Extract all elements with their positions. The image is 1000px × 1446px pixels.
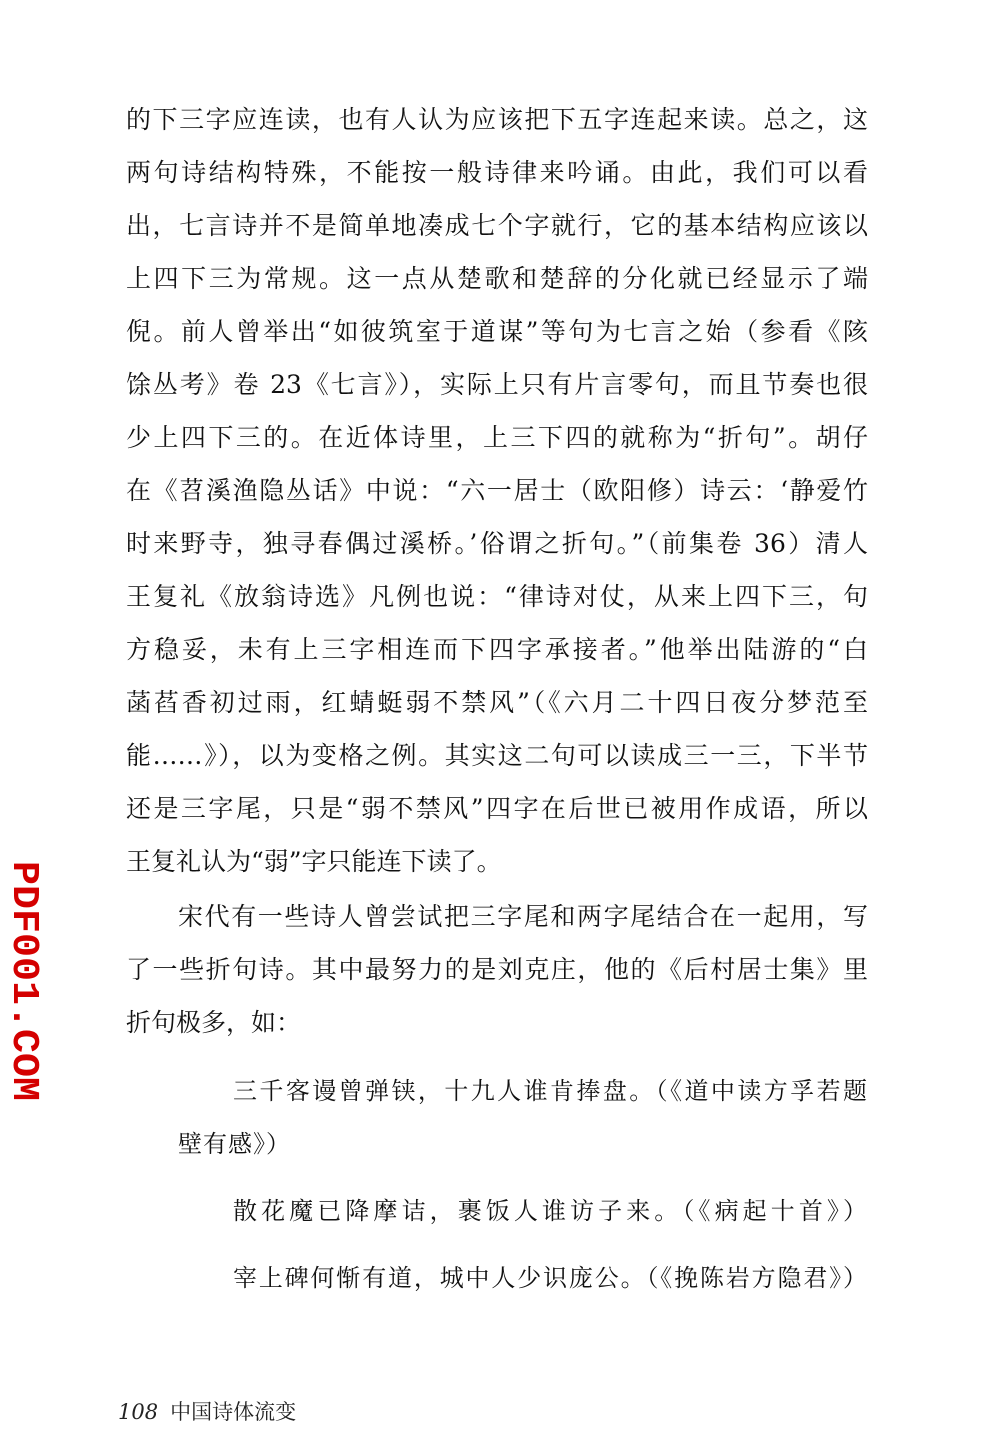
page-number: 108 [118,1400,159,1424]
body-line-15: 王复礼认为“弱”字只能连下读了。 [126,847,502,876]
body-line-13: 能……》），以为变格之例。其实这二句可以读成三一三，下半节 [126,741,868,770]
body-line-11: 方稳妥，未有上三字相连而下四字承接者。”他举出陆游的“白 [126,635,868,664]
quote-3: 宰上碑何惭有道，城中人少识庞公。（《挽陈岩方隐君》） [233,1264,868,1292]
body-line-2: 两句诗结构特殊，不能按一般诗律来吟诵。由此，我们可以看 [126,158,868,187]
body-line-3: 出，七言诗并不是简单地凑成七个字就行，它的基本结构应该以 [126,211,868,240]
body-line-8: 在《苕溪渔隐丛话》中说：“六一居士（欧阳修）诗云：‘静爱竹 [126,476,868,505]
body-line-5: 倪。前人曾举出“如彼筑室于道谋”等句为七言之始（参看《陔 [126,317,868,346]
quote-1-line-2: 壁有感》） [178,1130,291,1158]
quote-1-line-1: 三千客谩曾弹铗，十九人谁肯捧盘。（《道中读方孚若题 [233,1077,868,1105]
body-line-12: 菡萏香初过雨，红蜻蜓弱不禁风”（《六月二十四日夜分梦范至 [126,688,868,717]
body-line-7: 少上四下三的。在近体诗里，上三下四的就称为“折句”。胡仔 [126,423,868,452]
para2-line-3: 折句极多，如： [126,1008,302,1037]
body-line-14: 还是三字尾，只是“弱不禁风”四字在后世已被用作成语，所以 [126,794,868,823]
book-title: 中国诗体流变 [170,1400,297,1424]
para2-line-2: 了一些折句诗。其中最努力的是刘克庄，他的《后村居士集》里 [126,955,868,984]
body-line-9: 时来野寺，独寻春偶过溪桥。’俗谓之折句。”（前集卷 36）清人 [126,529,868,558]
body-line-10: 王复礼《放翁诗选》凡例也说：“律诗对仗，从来上四下三，句 [126,582,868,611]
watermark-svg [2,858,45,1104]
para2-line-1: 宋代有一些诗人曾尝试把三字尾和两字尾结合在一起用，写 [178,902,868,931]
body-line-1: 的下三字应连读，也有人认为应该把下五字连起来读。总之，这 [126,105,868,134]
watermark-logo [2,858,45,1104]
body-line-4: 上四下三为常规。这一点从楚歌和楚辞的分化就已经显示了端 [126,264,868,293]
body-line-6: 馀丛考》卷 23《七言》），实际上只有片言零句，而且节奏也很 [126,370,868,399]
watermark-text: PDF001.COM [2,861,45,1090]
page-footer [118,1397,296,1427]
quote-2: 散花魔已降摩诘，裹饭人谁访子来。（《病起十首》） [233,1197,868,1225]
